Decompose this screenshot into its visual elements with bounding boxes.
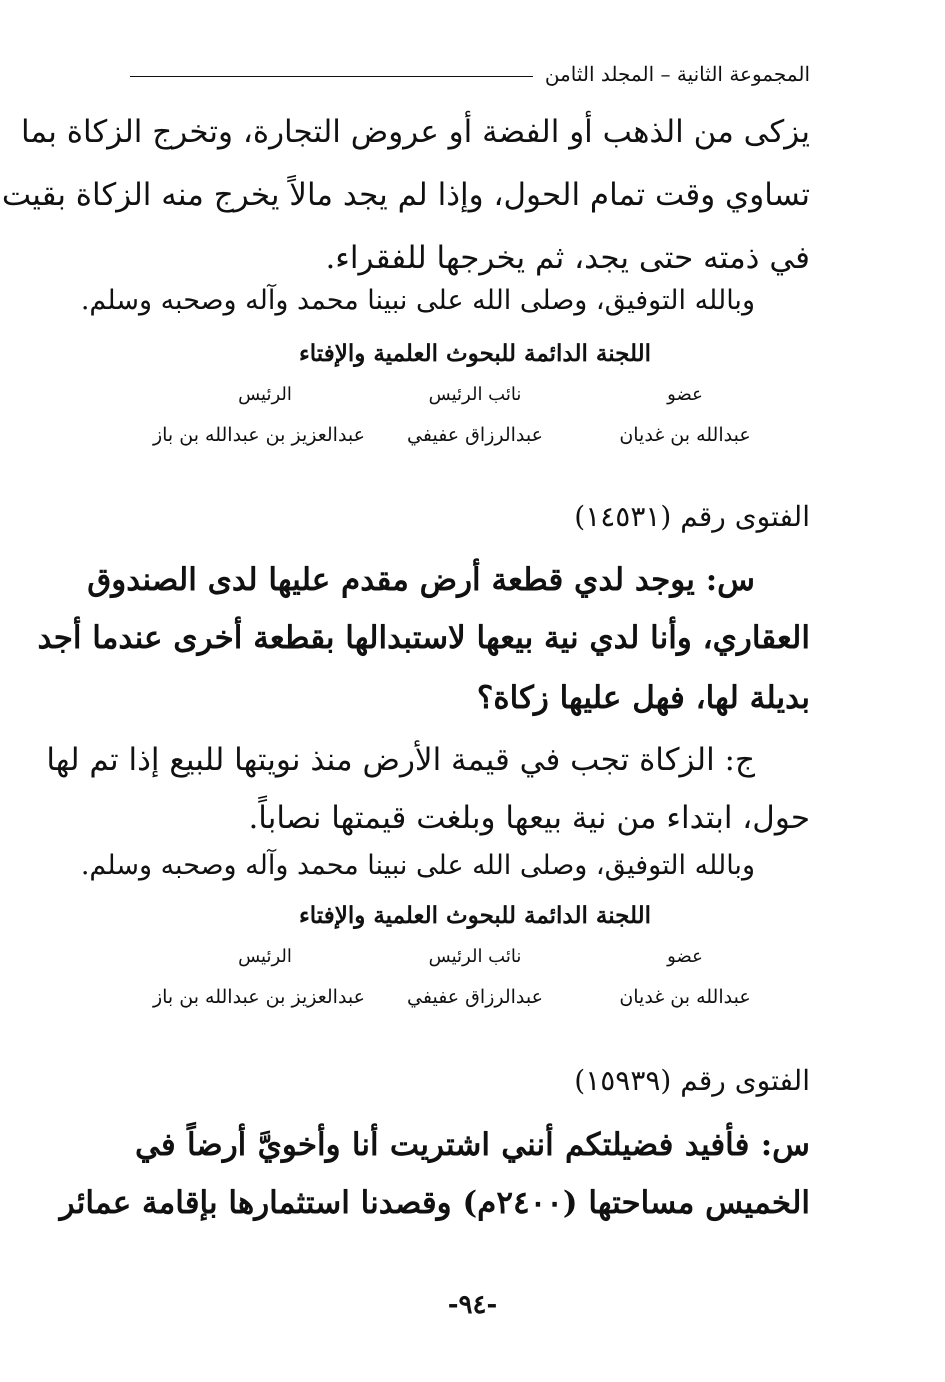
role-president: الرئيس (238, 946, 292, 967)
name-president: عبدالعزيز بن عبدالله بن باز (152, 986, 365, 1008)
signature-roles (165, 946, 785, 967)
name-president: عبدالعزيز بن عبدالله بن باز (152, 424, 365, 446)
role-member: عضو (667, 384, 703, 405)
question-line: العقاري، وأنا لدي نية بيعها لاستبدالها بقطعة أخرى عندما أجد (37, 620, 810, 656)
role-member: عضو (667, 946, 703, 967)
role-vice-president: نائب الرئيس (428, 946, 522, 967)
name-vice-president: عبدالرزاق عفيفي (407, 424, 543, 446)
role-president: الرئيس (238, 384, 292, 405)
paragraph-line: في ذمته حتى يجد، ثم يخرجها للفقراء. (325, 240, 810, 276)
page-number: -٩٤- (447, 1290, 498, 1320)
paragraph-line: تساوي وقت تمام الحول، وإذا لم يجد مالاً يخرج منه الزكاة بقيت (1, 177, 810, 213)
closing-formula: وبالله التوفيق، وصلى الله على نبينا محمد وآله وصحبه وسلم. (80, 285, 755, 316)
role-vice-president: نائب الرئيس (428, 384, 522, 405)
question-line: الخميس مساحتها (٢٤٠٠م) وقصدنا استثمارها بإقامة عمائر (59, 1185, 810, 1221)
fatwa-title: الفتوى رقم (١٥٩٣٩) (574, 1064, 810, 1097)
committee-name: اللجنة الدائمة للبحوث العلمية والإفتاء (298, 902, 652, 929)
question-line: س: يوجد لدي قطعة أرض مقدم عليها لدى الصندوق (87, 562, 755, 598)
running-header (130, 56, 810, 92)
question-line: س: فأفيد فضيلتكم أنني اشتريت أنا وأخويَّ أرضاً في (135, 1127, 810, 1163)
answer-line: حول، ابتداء من نية بيعها وبلغت قيمتها نصاباً. (248, 800, 810, 836)
answer-line: ج: الزكاة تجب في قيمة الأرض منذ نويتها للبيع إذا تم لها (46, 742, 755, 778)
paragraph-line: يزكى من الذهب أو الفضة أو عروض التجارة، وتخرج الزكاة بما (20, 114, 810, 150)
fatwa-title: الفتوى رقم (١٤٥٣١) (574, 500, 810, 533)
committee-name: اللجنة الدائمة للبحوث العلمية والإفتاء (298, 340, 652, 367)
header-rule (130, 76, 533, 77)
header-title: المجموعة الثانية – المجلد الثامن (544, 62, 810, 86)
signature-names (152, 424, 785, 446)
name-member: عبدالله بن غديان (619, 986, 751, 1008)
signature-names (152, 986, 785, 1008)
question-line: بديلة لها، فهل عليها زكاة؟ (476, 680, 810, 716)
name-vice-president: عبدالرزاق عفيفي (407, 986, 543, 1008)
name-member: عبدالله بن غديان (619, 424, 751, 446)
signature-roles (165, 384, 785, 405)
closing-formula: وبالله التوفيق، وصلى الله على نبينا محمد وآله وصحبه وسلم. (80, 850, 755, 881)
